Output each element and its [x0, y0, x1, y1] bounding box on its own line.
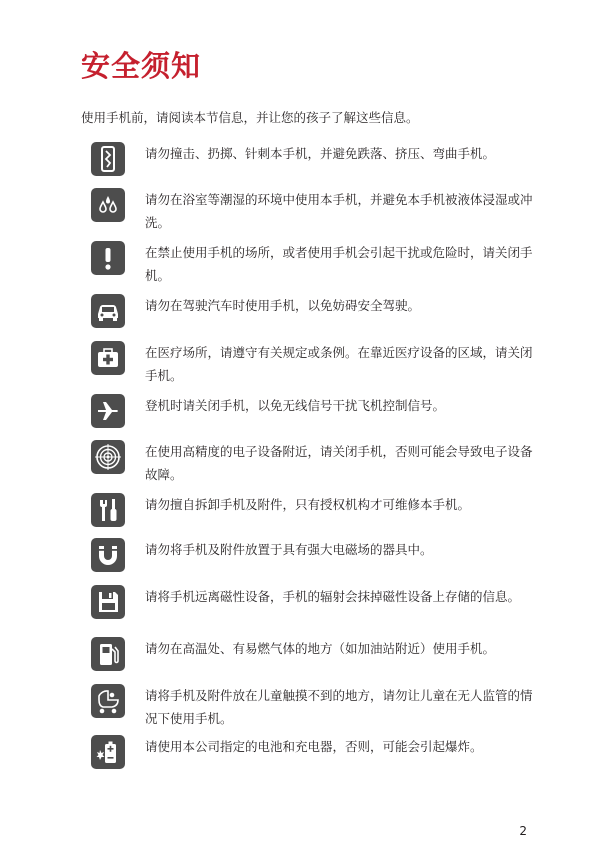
floppy-disk-icon: [91, 585, 125, 619]
item-text: 登机时请关闭手机，以免无线信号干扰飞机控制信号。: [145, 398, 446, 413]
item-text: 请勿将手机及附件放置于具有强大电磁场的器具中。: [145, 542, 433, 557]
exclamation-icon: [91, 241, 125, 275]
page-number: 2: [519, 824, 527, 838]
battery-explosion-icon: [91, 735, 125, 769]
item-text: 请使用本公司指定的电池和充电器，否则，可能会引起爆炸。: [145, 739, 483, 754]
item-text: 请勿在高温处、有易燃气体的地方（如加油站附近）使用手机。: [145, 641, 496, 656]
magnet-icon: [91, 538, 125, 572]
item-text: 请勿在浴室等潮湿的环境中使用本手机，并避免本手机被液体浸湿或冲洗。: [145, 192, 533, 230]
fuel-pump-icon: [91, 637, 125, 671]
water-drops-icon: [91, 188, 125, 222]
item-text: 在使用高精度的电子设备附近，请关闭手机，否则可能会导致电子设备故障。: [145, 444, 533, 482]
item-text: 请勿擅自拆卸手机及附件，只有授权机构才可维修本手机。: [145, 497, 471, 512]
child-stroller-icon: [91, 684, 125, 718]
medical-kit-icon: [91, 341, 125, 375]
item-text: 请将手机及附件放在儿童触摸不到的地方，请勿让儿童在无人监管的情况下使用手机。: [145, 688, 533, 726]
intro-paragraph: 使用手机前，请阅读本节信息，并让您的孩子了解这些信息。: [81, 110, 419, 125]
tools-icon: [91, 493, 125, 527]
car-icon: [91, 294, 125, 328]
item-text: 在医疗场所，请遵守有关规定或条例。在靠近医疗设备的区域，请关闭手机。: [145, 345, 533, 383]
airplane-icon: [91, 394, 125, 428]
item-text: 在禁止使用手机的场所，或者使用手机会引起干扰或危险时，请关闭手机。: [145, 245, 533, 283]
precision-device-icon: [91, 440, 125, 474]
page-title: 安全须知: [81, 49, 202, 83]
item-text: 请勿在驾驶汽车时使用手机，以免妨碍安全驾驶。: [145, 298, 421, 313]
item-text: 请勿撞击、扔掷、针刺本手机，并避免跌落、挤压、弯曲手机。: [145, 146, 496, 161]
item-text: 请将手机远离磁性设备，手机的辐射会抹掉磁性设备上存储的信息。: [145, 589, 521, 604]
phone-shock-icon: [91, 142, 125, 176]
